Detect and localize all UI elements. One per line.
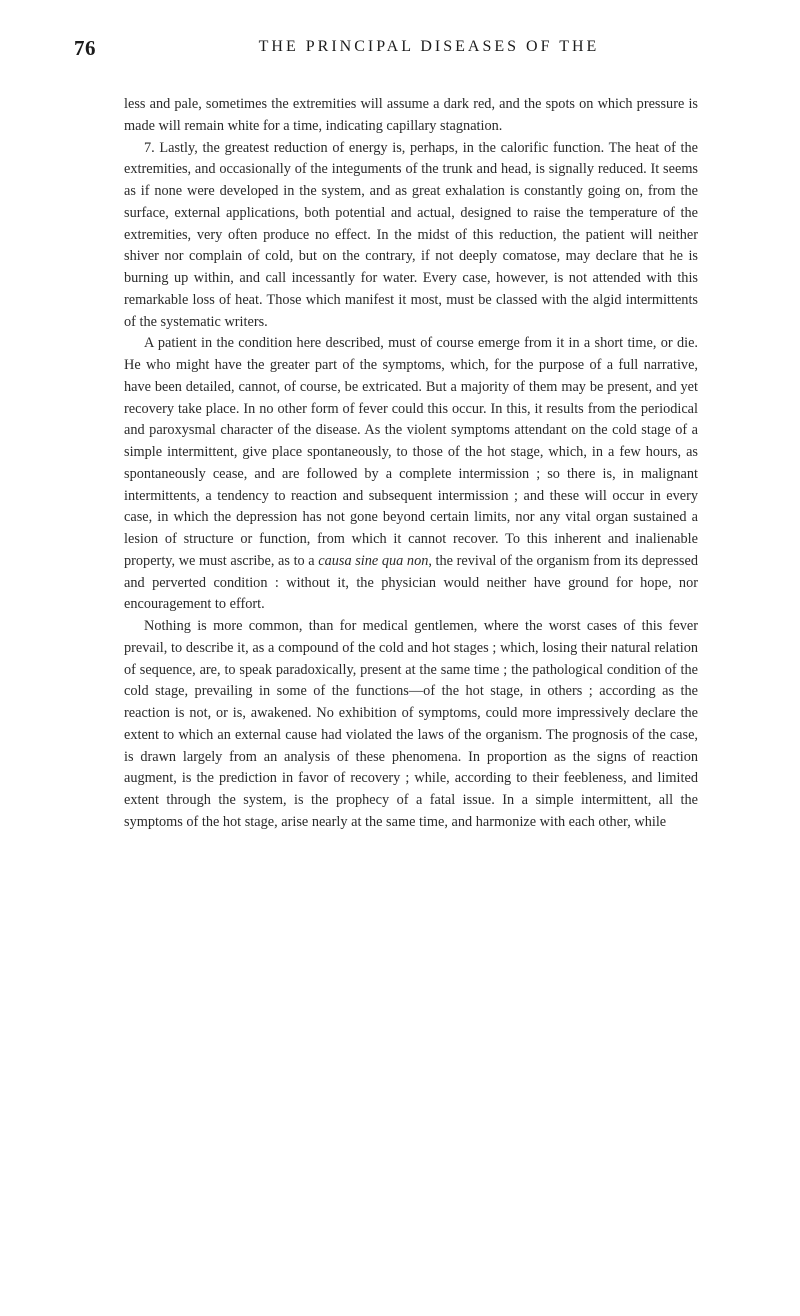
paragraph-text: Nothing is more common, than for medical gentlemen, where the worst cases of this fever prevail, to describe it, as a compound of the cold and hot stages ; which, losing their natural relation of sequence, are, to speak paradoxically, present at the same time ; the pathological condition of the cold stage, prevailing in some of the functions—of the hot stage, in others ; according as the reaction is not, or is, awakened. No exhibition of symptoms, could more impressively declare the extent to which an external cause had violated the laws of the organism. The prognosis of the case, is drawn largely from an analysis of these phenomena. In proportion as the signs of reaction augment, is the prediction in favor of recovery ; while, according to their feebleness, and limited extent through the system, is the prophecy of a fatal issue. In a simple intermittent, all the symptoms of the hot stage, arise nearly at the same time, and harmonize with each other, while (124, 618, 698, 830)
paragraph-text: 7. Lastly, the greatest reduction of energy is, perhaps, in the calorific function. The heat of the extremities, and occasionally of the integuments of the trunk and head, is signally reduced. It seems as if none were developed in the system, and as great exhalation is constantly going on, from the surface, external applications, both potential and actual, designed to raise the temperature of the extremities, very often produce no effect. In the midst of this reduction, the patient will neither shiver nor complain of cold, but on the contrary, if not deeply comatose, may declare that he is burning up within, and call incessantly for water. Every case, however, is not attended with this remarkable loss of heat. Those which manifest it most, must be classed with the algid intermittents of the systematic writers. (124, 139, 698, 330)
paragraph-text: , the revival of the organism from its depressed and perverted condition : without it, the physician would neither have ground for hope, nor encouragement to effort. (124, 552, 698, 613)
paragraph-text: less and pale, sometimes the extremities will assume a dark red, and the spots on which pressure is made will remain white for a time, indicating capillary stagnation. (124, 96, 698, 134)
latin-phrase: causa sine qua non (318, 552, 429, 569)
paragraph-text: A patient in the condition here described, must of course emerge from it in a short time, or die. He who might have the greater part of the symptoms, which, for the purpose of a full narrative, have been detailed, cannot, of course, be extricated. But a majority of them may be present, and yet recovery take place. In no other form of fever could this occur. In this, it results from the periodical and paroxysmal character of the disease. As the violent symptoms attendant on the cold stage of a simple intermittent, give place spontaneously, to those of the hot stage, which, in a few hours, as spontaneously cease, and are followed by a complete intermission ; so there is, in malignant intermittents, a tendency to reaction and subsequent intermission ; and these will occur in every case, in which the depression has not gone beyond certain limits, nor any vital organ sustained a lesion of structure or function, from which it cannot recover. To this inherent and inalienable property, we must ascribe, as to a (124, 335, 698, 569)
body-text (124, 94, 698, 834)
paragraph-continued (124, 94, 698, 138)
paragraph-calorific-function (124, 138, 698, 334)
paragraph-recovery (124, 333, 698, 616)
paragraph-compound-stages (124, 616, 698, 834)
running-title: THE PRINCIPAL DISEASES OF THE (258, 38, 600, 55)
page-number: 76 (74, 36, 96, 60)
running-head (74, 36, 734, 66)
